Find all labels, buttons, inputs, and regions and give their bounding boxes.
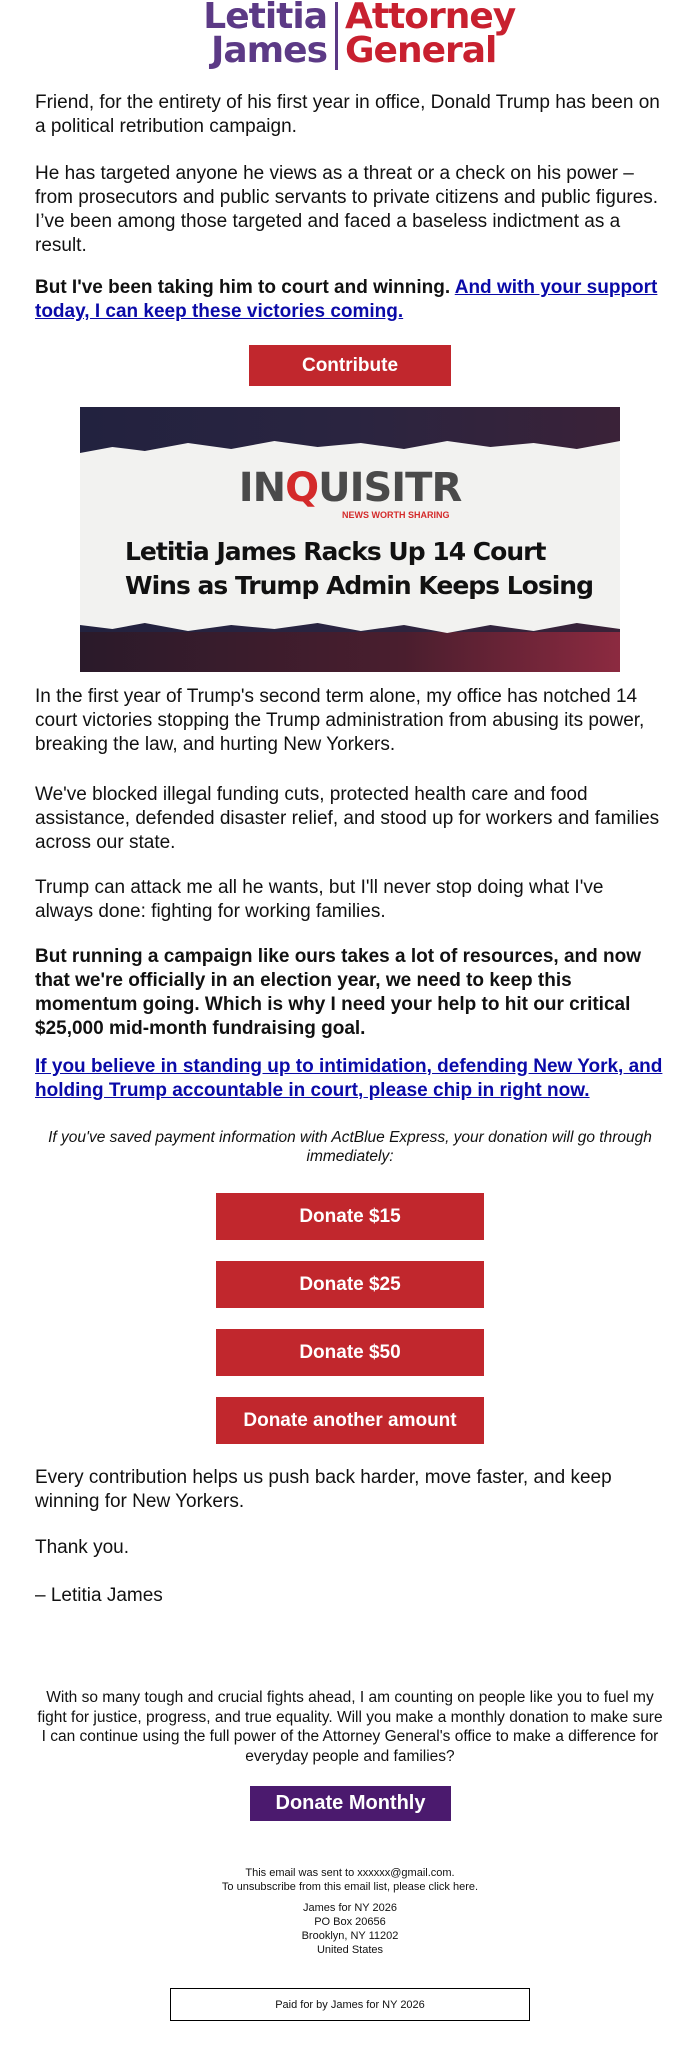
intro-paragraph: Friend, for the entirety of his first year in office, Donald Trump has been on a political retribution campaign. — [35, 92, 660, 137]
support-link[interactable]: And with your support today, I can keep these victories coming. — [35, 277, 658, 322]
actblue-express-note: If you've saved payment information with ActBlue Express, your donation will go through immediately: — [48, 1129, 652, 1165]
logo-title: Attorney General — [345, 0, 516, 71]
article-headline: Letitia James Racks Up 14 Court Wins as Trump Admin Keeps Losing — [125, 537, 593, 600]
chip-in-paragraph — [35, 1055, 665, 1103]
victories-paragraph: In the first year of Trump's second term alone, my office has notched 14 court victories stopping the Trump administration from abusing its power, breaking the law, and hurting New Yorkers. — [35, 686, 645, 755]
inquisitr-tagline: NEWS WORTH SHARING — [342, 510, 450, 520]
contribution-paragraph: Every contribution helps us push back harder, move faster, and keep winning for New Yorkers. — [35, 1467, 612, 1512]
logo-name: Letitia James — [203, 0, 327, 71]
inquisitr-logo: INQUISITR — [238, 465, 462, 511]
chip-in-link[interactable]: If you believe in standing up to intimidation, defending New York, and holding Trump accountable in court, please chip in right now. — [35, 1056, 663, 1101]
resources-paragraph: But running a campaign like ours takes a lot of resources, and now that we're officially in an election year, we need to keep this momentum going. Which is why I need your help to hit our critical $25,000 mid-month fundraising goal. — [35, 946, 642, 1039]
donate-15-button[interactable]: Donate $15 — [216, 1193, 484, 1240]
attack-paragraph: Trump can attack me all he wants, but I'll never stop doing what I've always done: fighting for working families. — [35, 877, 604, 922]
thank-you: Thank you. — [35, 1537, 129, 1558]
winning-paragraph — [35, 276, 665, 324]
blocked-paragraph: We've blocked illegal funding cuts, protected health care and food assistance, defended disaster relief, and stood up for workers and families across our state. — [35, 784, 660, 853]
magnifier-q-icon: Q — [285, 465, 319, 511]
mailing-address: James for NY 2026 PO Box 20656 Brooklyn, NY 11202 United States — [301, 1902, 399, 1956]
targeted-paragraph: He has targeted anyone he views as a threat or a check on his power – from prosecutors and public servants to private citizens and public figures. I’ve been among those targeted and faced a baseless indictment as a result. — [35, 163, 659, 256]
winning-text: But I've been taking him to court and winning. — [35, 277, 451, 298]
donate-25-button[interactable]: Donate $25 — [216, 1261, 484, 1308]
article-image[interactable] — [80, 407, 620, 672]
donate-50-button[interactable]: Donate $50 — [216, 1329, 484, 1376]
sent-to-text: This email was sent to xxxxxx@gmail.com. — [245, 1867, 455, 1879]
donate-other-amount-button[interactable]: Donate another amount — [216, 1397, 484, 1444]
contribute-button[interactable]: Contribute — [249, 345, 451, 386]
logo-divider — [335, 2, 338, 70]
image-bottom-band — [80, 632, 620, 672]
monthly-ask-paragraph: With so many tough and crucial fights ahead, I am counting on people like you to fuel my fight for justice, progress, and true equality. Will you make a monthly donation to make sure I can continue using the full power of the Attorney General's office to make a difference for everyday people and families? — [37, 1689, 663, 1765]
campaign-logo — [175, 0, 525, 74]
footer — [150, 1866, 550, 1957]
paid-for-disclaimer: Paid for by James for NY 2026 — [170, 1988, 530, 2021]
donate-monthly-button[interactable]: Donate Monthly — [250, 1786, 451, 1821]
signature: – Letitia James — [35, 1585, 163, 1606]
unsubscribe-link[interactable]: To unsubscribe from this email list, please click here. — [221, 1881, 479, 1893]
